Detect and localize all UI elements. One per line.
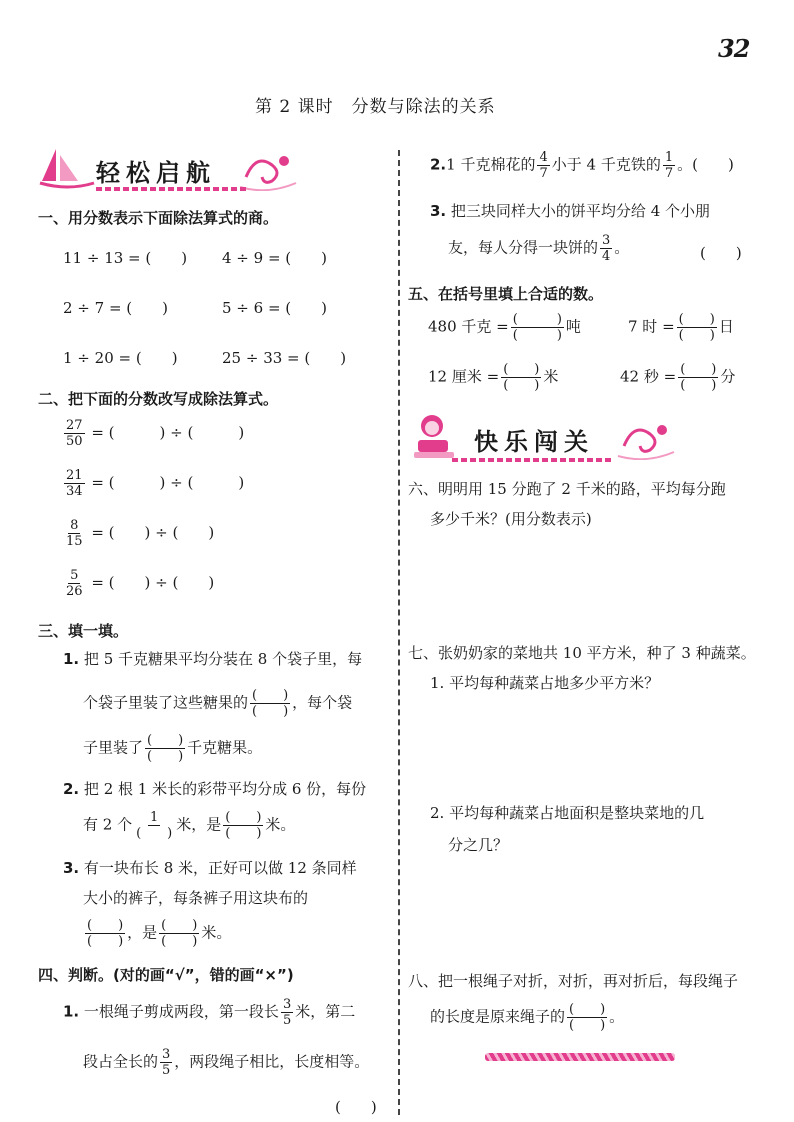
s2-row-1: $\frac{27}{50}$ = ( ) ÷ ( ) — [66, 418, 245, 449]
banner-kuaile — [408, 412, 688, 466]
decorative-rope-bar — [485, 1053, 675, 1061]
s5-item-2: 7 时 = ( ) ( ) 日 — [628, 312, 734, 343]
s4-q1-line2: 段占全长的 $\frac{3}{5}$ ，两段绳子相比，长度相等。 — [83, 1047, 370, 1078]
girl-reading-icon — [408, 412, 464, 464]
s4-q3-line2: 友，每人分得一块饼的 $\frac{3}{4}$ 。 — [448, 233, 630, 264]
section-8-line1: 八、把一根绳子对折，对折，再对折后，每段绳子 — [408, 972, 739, 990]
page-title: 第 2 课时 分数与除法的关系 — [255, 97, 496, 117]
s4-q2: 2.1 千克棉花的 $\frac{4}{7}$ 小于 4 千克铁的 $\frac{1}{7}$ 。( ) — [430, 150, 734, 181]
s3-q2-line2: 有 2 个 1 ( ) 米，是 ( ) ( ) 米。 — [83, 810, 296, 841]
s1-item-4: 5 ÷ 6 = ( ) — [222, 299, 328, 317]
section-7-q1: 1. 平均每种蔬菜占地多少平方米？ — [430, 674, 660, 692]
banner-qingsong — [38, 145, 298, 195]
s1-item-1: 11 ÷ 13 = ( ) — [63, 249, 188, 267]
s5-item-3: 12 厘米 = ( ) ( ) 米 — [428, 362, 559, 393]
section-1-heading: 一、用分数表示下面除法算式的商。 — [38, 209, 279, 227]
s3-q3-line1: 3. 有一块布长 8 米，正好可以做 12 条同样 — [63, 859, 357, 877]
s3-q2-line1: 2. 把 2 根 1 米长的彩带平均分成 6 份，每份 — [63, 780, 367, 798]
s4-q1-answer[interactable]: ( ) — [335, 1098, 377, 1116]
s2-row-2: $\frac{21}{34}$ = ( ) ÷ ( ) — [66, 468, 245, 499]
banner-title-2: 快乐闯关 — [474, 428, 594, 456]
s1-item-6: 25 ÷ 33 = ( ) — [222, 349, 347, 367]
s4-q3-line1: 3. 把三块同样大小的饼平均分给 4 个小朋 — [430, 202, 711, 220]
swirl-icon — [238, 147, 298, 191]
s1-item-3: 2 ÷ 7 = ( ) — [63, 299, 169, 317]
column-divider — [398, 150, 400, 1115]
section-8-line2: 的长度是原来绳子的 ( ) ( ) 。 — [430, 1002, 625, 1033]
section-4-heading: 四、判断。(对的画“√”，错的画“×”) — [38, 966, 294, 984]
s1-item-2: 4 ÷ 9 = ( ) — [222, 249, 328, 267]
section-6-line2: 多少千米？(用分数表示) — [430, 510, 592, 528]
section-2-heading: 二、把下面的分数改写成除法算式。 — [38, 390, 279, 408]
section-5-heading: 五、在括号里填上合适的数。 — [408, 285, 604, 303]
s4-q3-answer[interactable]: ( ) — [700, 244, 742, 262]
swirl-icon — [616, 416, 676, 460]
s3-q1-line3: 子里装了 ( ) ( ) 千克糖果。 — [83, 733, 263, 764]
s3-q3-line2: 大小的裤子，每条裤子用这块布的 — [83, 889, 309, 907]
s2-row-3: $\frac{8}{15}$ = ( ) ÷ ( ) — [66, 518, 215, 549]
s3-q1-line1: 1. 把 5 千克糖果平均分装在 8 个袋子里，每 — [63, 650, 363, 668]
section-7-line1: 七、张奶奶家的菜地共 10 平方米，种了 3 种蔬菜。 — [408, 644, 756, 662]
section-3-heading: 三、填一填。 — [38, 622, 129, 640]
s2-row-4: $\frac{5}{26}$ = ( ) ÷ ( ) — [66, 568, 215, 599]
s1-item-5: 1 ÷ 20 = ( ) — [63, 349, 178, 367]
banner-title: 轻松启航 — [96, 159, 216, 187]
s5-item-4: 42 秒 = ( ) ( ) 分 — [620, 362, 736, 393]
s3-q1-line2: 个袋子里装了这些糖果的 ( ) ( ) ，每个袋 — [83, 688, 353, 719]
s4-q1-line1: 1. 一根绳子剪成两段，第一段长 $\frac{3}{5}$ 米，第二 — [63, 997, 356, 1028]
page-number: 32 — [718, 34, 750, 63]
sailboat-icon — [38, 145, 98, 193]
section-7-q2-line1: 2. 平均每种蔬菜占地面积是整块菜地的几 — [430, 804, 705, 822]
s5-item-1: 480 千克 = ( ) ( ) 吨 — [428, 312, 581, 343]
section-6-line1: 六、明明用 15 分跑了 2 千米的路，平均每分跑 — [408, 480, 726, 498]
s3-q3-line3: ( ) ( ) ，是 ( ) ( ) 米。 — [87, 918, 232, 949]
section-7-q2-line2: 分之几？ — [448, 836, 509, 854]
